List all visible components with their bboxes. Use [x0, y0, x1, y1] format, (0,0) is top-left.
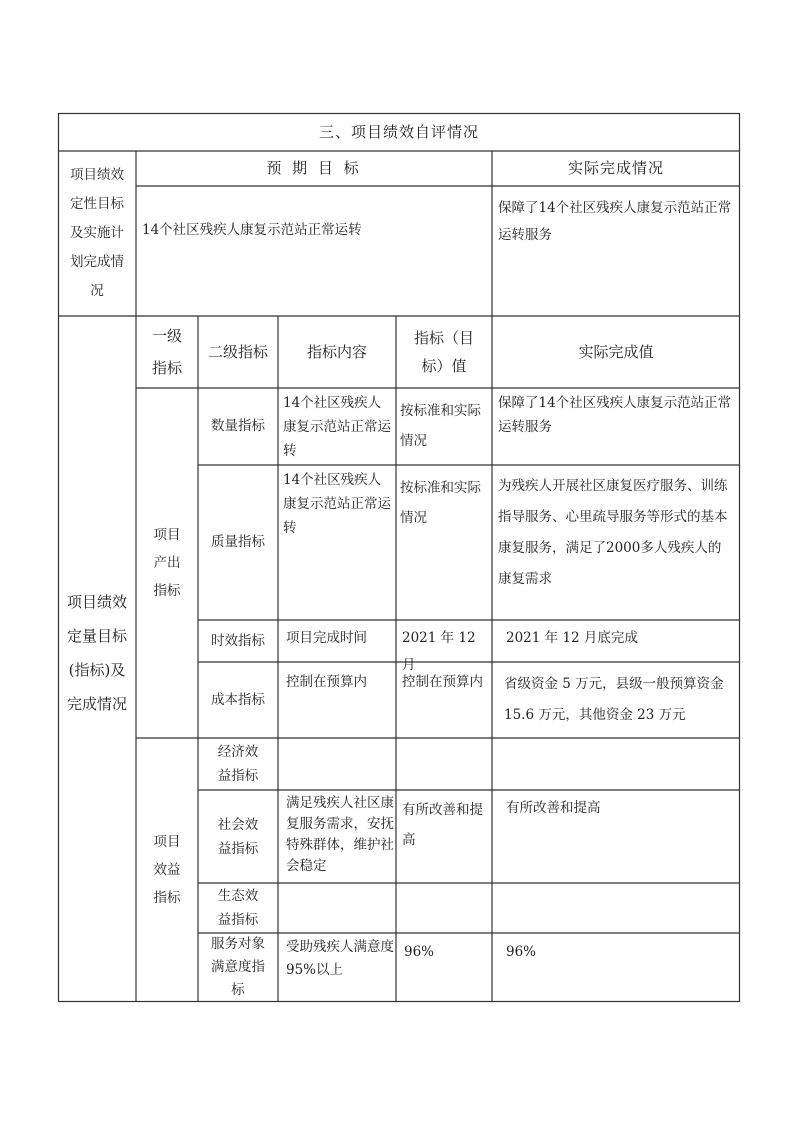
table-row-actual: 为残疾人开展社区康复医疗服务、训练指导服务、心里疏导服务等形式的基本康复服务，满足了2000多人残疾人的康复需求	[498, 478, 728, 587]
actual-completion-text: 保障了14个社区残疾人康复示范站正常运转服务	[498, 200, 732, 243]
qualitative-row-label: 项目绩效定性目标及实施计划完成情况	[70, 167, 124, 299]
header-actual: 实际完成值	[578, 342, 654, 361]
header-level1: 一级指标	[151, 327, 182, 377]
table-row-content: 14个社区残疾人康复示范站正常运转	[283, 395, 391, 459]
table-row-level2: 数量指标	[211, 418, 265, 434]
actual-completion-header: 实际完成情况	[567, 159, 664, 177]
table-row-target: 有所改善和提高	[402, 802, 483, 848]
table-row-content: 满足残疾人社区康复服务需求，安抚特殊群体，维护社会稳定	[286, 795, 394, 874]
section-title: 三、项目绩效自评情况	[318, 122, 479, 141]
table-row-level2: 质量指标	[211, 534, 265, 550]
table-row-content: 受助残疾人满意度 95%以上	[286, 939, 394, 978]
table-row-actual: 保障了14个社区残疾人康复示范站正常运转服务	[498, 395, 732, 435]
table-row-level2: 时效指标	[211, 632, 265, 649]
table-row-actual: 有所改善和提高	[506, 800, 601, 816]
table-row-content: 14个社区残疾人康复示范站正常运转	[283, 472, 391, 536]
table-row-content: 控制在预算内	[286, 674, 367, 690]
table-row-target: 96%	[404, 944, 435, 960]
header-target: 指标（目标）值	[413, 329, 474, 375]
group-benefit-label: 项目效益指标	[153, 834, 181, 906]
table-row-target: 按标准和实际情况	[400, 480, 481, 526]
table-row-target: 控制在预算内	[402, 674, 483, 690]
expected-goal-header: 预 期 目 标	[266, 159, 362, 177]
table-row-level2: 服务对象满意度指标	[211, 936, 265, 998]
evaluation-table	[58, 113, 740, 1002]
table-row-target: 2021 年 12 月	[402, 630, 476, 673]
quantitative-row-label: 项目绩效定量目标(指标)及完成情况	[66, 593, 127, 713]
table-row-actual: 96%	[506, 944, 537, 960]
table-row-level2: 社会效益指标	[217, 816, 259, 857]
table-row-level2: 经济效益指标	[217, 744, 259, 784]
table-row-level2: 成本指标	[211, 691, 265, 708]
group-output-label: 项目产出指标	[153, 527, 181, 599]
header-level2: 二级指标	[207, 342, 268, 361]
expected-goal-text: 14个社区残疾人康复示范站正常运转	[142, 222, 362, 238]
table-row-target: 按标准和实际情况	[400, 403, 481, 449]
table-row-actual: 省级资金 5 万元，县级一般预算资金 15.6 万元，其他资金 23 万元	[504, 676, 724, 723]
header-content: 指标内容	[306, 342, 367, 361]
table-row-content: 项目完成时间	[286, 630, 367, 646]
table-row-level2: 生态效益指标	[217, 888, 259, 928]
table-row-actual: 2021 年 12 月底完成	[506, 630, 638, 646]
